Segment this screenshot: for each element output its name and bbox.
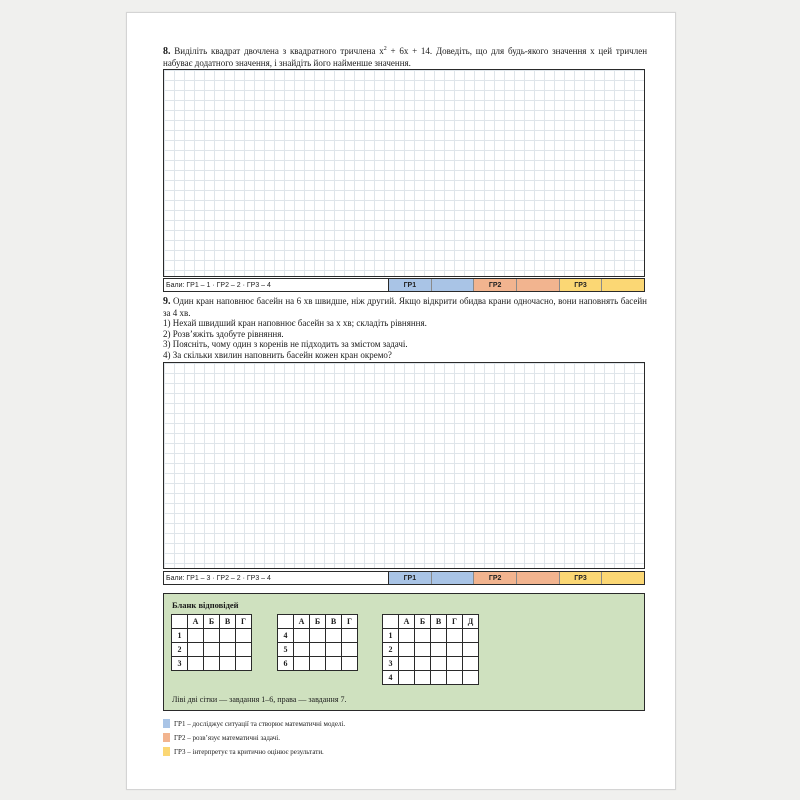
task-9-score-label: Бали: ГР1 – 3 · ГР2 – 2 · ГР3 – 4 xyxy=(164,572,389,584)
column-header: Б xyxy=(310,615,326,629)
column-header: А xyxy=(294,615,310,629)
task-8-sup: 2 xyxy=(383,46,387,52)
answer-cell[interactable] xyxy=(342,657,358,671)
column-header: В xyxy=(220,615,236,629)
table-corner xyxy=(278,615,294,629)
table-corner xyxy=(172,615,188,629)
answer-cell[interactable] xyxy=(188,643,204,657)
column-header: В xyxy=(431,615,447,629)
score-cell-gr2[interactable]: ГР2 xyxy=(474,572,517,584)
answer-cell[interactable] xyxy=(415,643,431,657)
answer-cell[interactable] xyxy=(188,629,204,643)
answer-cell[interactable] xyxy=(447,629,463,643)
answer-cell[interactable] xyxy=(326,657,342,671)
gr2-swatch xyxy=(163,733,170,742)
answer-cell[interactable] xyxy=(431,657,447,671)
score-cell-gr2[interactable]: ГР2 xyxy=(474,279,517,291)
task-9-item: 2) Розв’яжіть здобуте рівняння. xyxy=(163,328,284,339)
answer-cell[interactable] xyxy=(310,657,326,671)
score-cell-gr3[interactable]: ГР3 xyxy=(560,572,603,584)
score-cell-gr3[interactable]: ГР3 xyxy=(560,279,603,291)
answer-cell[interactable] xyxy=(447,643,463,657)
task-9 xyxy=(163,296,647,360)
task-9-score-row xyxy=(163,571,645,585)
answer-cell[interactable] xyxy=(447,671,463,685)
answer-cell[interactable] xyxy=(342,629,358,643)
score-cell-gr2-value[interactable] xyxy=(517,279,560,291)
task-8-text-before: Виділіть квадрат двочлена з квадратного тричлена x xyxy=(174,46,384,56)
score-cell-gr3-value[interactable] xyxy=(602,572,644,584)
answer-sheet xyxy=(163,593,645,711)
answer-sheet-title: Бланк відповідей xyxy=(172,600,239,610)
row-header: 1 xyxy=(172,629,188,643)
answer-cell[interactable] xyxy=(204,629,220,643)
row-header: 3 xyxy=(172,657,188,671)
score-cell-gr1[interactable]: ГР1 xyxy=(389,572,432,584)
answer-cell[interactable] xyxy=(204,643,220,657)
legend-item-gr1 xyxy=(163,719,345,728)
task-8-score-label: Бали: ГР1 – 1 · ГР2 – 2 · ГР3 – 4 xyxy=(164,279,389,291)
column-header: Г xyxy=(342,615,358,629)
answer-cell[interactable] xyxy=(399,629,415,643)
answer-cell[interactable] xyxy=(326,629,342,643)
task-8-answer-grid[interactable] xyxy=(163,69,645,277)
legend-text: ГР2 – розв’язує математичні задачі. xyxy=(174,733,280,742)
task-9-statement: Один кран наповнює басейн на 6 хв швидше, ніж другий. Якщо відкрити обидва крани одночасно, вони наповнять басейн за 4 хв. xyxy=(163,296,648,318)
task-9-answer-grid[interactable] xyxy=(163,362,645,569)
row-header: 1 xyxy=(383,629,399,643)
answer-cell[interactable] xyxy=(415,657,431,671)
task-9-text xyxy=(163,296,647,318)
score-cell-gr1[interactable]: ГР1 xyxy=(389,279,432,291)
answer-cell[interactable] xyxy=(220,657,236,671)
column-header: А xyxy=(399,615,415,629)
answer-table-1 xyxy=(171,614,252,671)
answer-cell[interactable] xyxy=(220,629,236,643)
answer-cell[interactable] xyxy=(447,657,463,671)
answer-cell[interactable] xyxy=(294,643,310,657)
answer-cell[interactable] xyxy=(294,657,310,671)
answer-cell[interactable] xyxy=(431,643,447,657)
answer-cell[interactable] xyxy=(399,643,415,657)
score-cell-gr1-value[interactable] xyxy=(432,279,475,291)
gr3-swatch xyxy=(163,747,170,756)
answer-cell[interactable] xyxy=(204,657,220,671)
score-cell-gr2-value[interactable] xyxy=(517,572,560,584)
column-header: Г xyxy=(447,615,463,629)
column-header: Б xyxy=(204,615,220,629)
column-header: Д xyxy=(463,615,479,629)
answer-cell[interactable] xyxy=(220,643,236,657)
answer-cell[interactable] xyxy=(431,629,447,643)
answer-cell[interactable] xyxy=(236,643,252,657)
answer-cell[interactable] xyxy=(415,671,431,685)
column-header: Г xyxy=(236,615,252,629)
task-9-item: 3) Поясніть, чому один з коренів не підходить за змістом задачі. xyxy=(163,339,408,349)
answer-cell[interactable] xyxy=(463,629,479,643)
task-9-item: 1) Нехай швидший кран наповнює басейн за x хв; складіть рівняння. xyxy=(163,318,427,328)
column-header: Б xyxy=(415,615,431,629)
task-8-number: 8. xyxy=(163,46,171,57)
row-header: 2 xyxy=(383,643,399,657)
answer-table-2 xyxy=(277,614,358,671)
task-9-number: 9. xyxy=(163,296,171,307)
legend-text: ГР3 – інтерпретує та критично оцінює результати. xyxy=(174,747,324,756)
task-8-score-row xyxy=(163,278,645,292)
legend-text: ГР1 – досліджує ситуації та створює математичні моделі. xyxy=(174,719,346,728)
legend-item-gr2 xyxy=(163,733,280,742)
row-header: 5 xyxy=(278,643,294,657)
column-header: А xyxy=(188,615,204,629)
answer-cell[interactable] xyxy=(294,629,310,643)
task-8-text xyxy=(163,44,647,68)
task-8 xyxy=(163,44,647,68)
answer-cell[interactable] xyxy=(310,643,326,657)
answer-cell[interactable] xyxy=(326,643,342,657)
score-cell-gr3-value[interactable] xyxy=(602,279,644,291)
answer-cell[interactable] xyxy=(236,657,252,671)
task-9-item: 4) За скільки хвилин наповнить басейн кожен кран окремо? xyxy=(163,349,392,360)
answer-cell[interactable] xyxy=(188,657,204,671)
column-header: В xyxy=(326,615,342,629)
row-header: 2 xyxy=(172,643,188,657)
answer-cell[interactable] xyxy=(463,643,479,657)
answer-cell[interactable] xyxy=(310,629,326,643)
answer-cell[interactable] xyxy=(463,657,479,671)
answer-cell[interactable] xyxy=(415,629,431,643)
row-header: 4 xyxy=(278,629,294,643)
task-8-text-after: + 6x + 14. Доведіть, що для будь-якого значення x цей тричлен набуває додатного значення, і знайдіть його найменше значення. xyxy=(163,46,648,68)
gr1-swatch xyxy=(163,719,170,728)
score-cell-gr1-value[interactable] xyxy=(432,572,475,584)
answer-cell[interactable] xyxy=(399,671,415,685)
row-header: 4 xyxy=(383,671,399,685)
table-corner xyxy=(383,615,399,629)
answer-sheet-note: Ліві дві сітки — завдання 1–6, права — завдання 7. xyxy=(172,695,347,704)
row-header: 3 xyxy=(383,657,399,671)
answer-cell[interactable] xyxy=(236,629,252,643)
legend-item-gr3 xyxy=(163,747,324,756)
answer-cell[interactable] xyxy=(399,657,415,671)
answer-cell[interactable] xyxy=(431,671,447,685)
answer-cell[interactable] xyxy=(342,643,358,657)
answer-table-3 xyxy=(382,614,479,685)
row-header: 6 xyxy=(278,657,294,671)
answer-cell[interactable] xyxy=(463,671,479,685)
worksheet-page xyxy=(126,12,676,790)
